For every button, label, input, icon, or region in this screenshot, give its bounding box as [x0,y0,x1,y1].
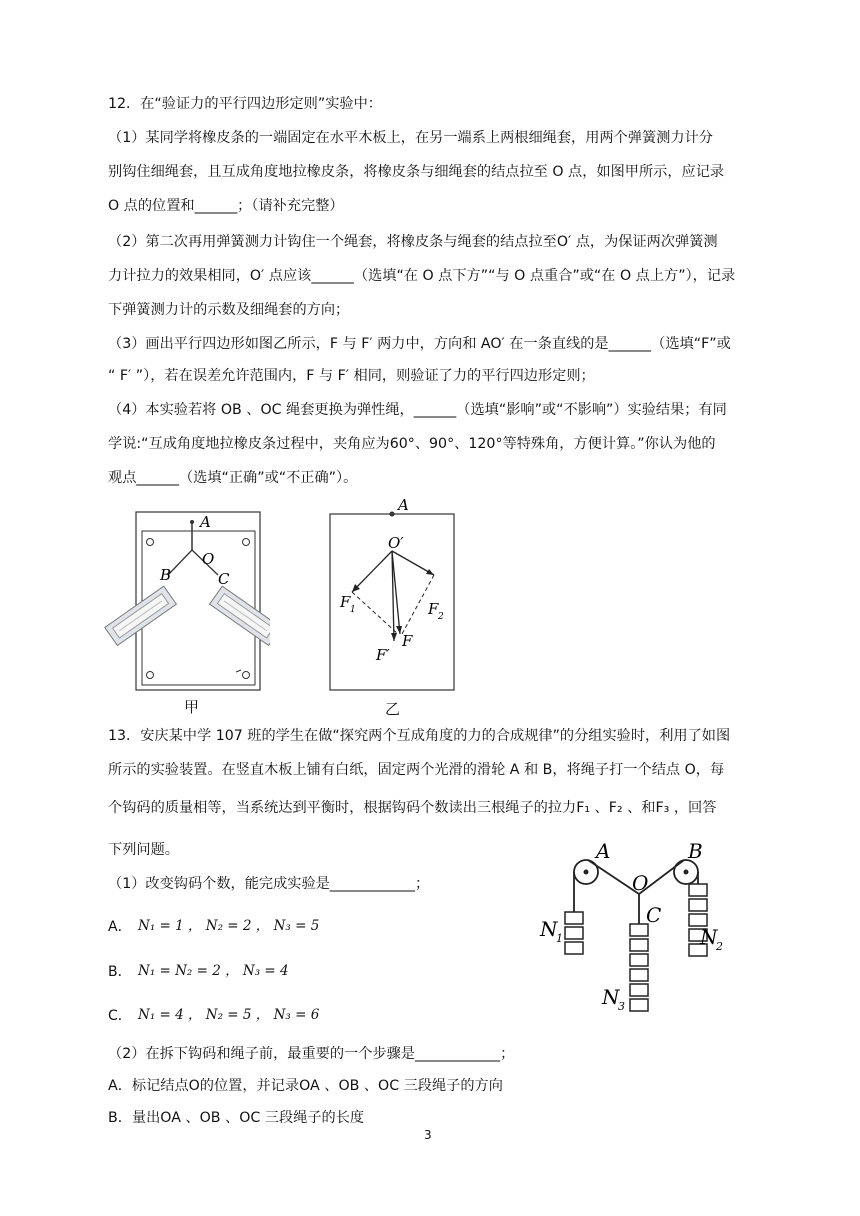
figure-yi-caption: 乙 [385,700,401,718]
force-f-label: F [402,632,413,650]
n2-subscript: 2 [716,940,723,953]
option-a-label: A． [108,919,132,935]
n1-label: N [540,917,558,941]
n3-subscript: 3 [618,1000,625,1013]
q12-part3-line2: “ F′ ”），若在误差允许范围内，F 与 F′ 相同，则验证了力的平行四边形定则； [108,368,595,384]
point-a-label: A [200,513,211,531]
figure-jia [100,500,270,700]
figure-jia-caption: 甲 [184,698,200,716]
n3-label: N [602,985,620,1009]
q12-part2-line3: 下弹簧测力计的示数及细绳套的方向； [108,302,350,318]
point-o-prime-label: O′ [388,534,404,552]
point-b-label: B [160,566,172,584]
force-f-prime-label: F′ [376,646,390,664]
force-f1-label: F [340,593,351,611]
q12-part2-line2: 力计拉力的效果相同，O′ 点应该______（选填“在 O 点下方”“与 O 点重合”或“在 O 点上方”），记录 [108,268,736,284]
q13-line2: 所示的实验装置。在竖直木板上铺有白纸，固定两个光滑的滑轮 A 和 B，将绳子打一个结点 O，每 [108,762,725,778]
point-o-label: O [202,550,215,568]
option-b-value: N₁ = N₂ = 2 ， N₃ = 4 [138,963,289,979]
page-number: 3 [424,1128,432,1142]
n1-subscript: 1 [556,932,563,945]
pulley-b-label: B [688,839,703,863]
q13-sub2-option-b: B．量出OA 、OB 、OC 三段绳子的长度 [108,1110,365,1126]
q12-part4-line1: （4）本实验若将 OB 、OC 绳套更换为弹性绳，______（选填“影响”或“不影响”）实验结果；有同 [108,402,727,418]
option-a-value: N₁ = 1 ， N₂ = 2 ， N₃ = 5 [138,918,320,934]
q12-part4-line3: 观点______（选填“正确”或“不正确”）。 [108,470,358,486]
q12-part1-line2: 别钩住细绳套，且互成角度地拉橡皮条，将橡皮条与细绳套的结点拉至 O 点，如图甲所示，应记录 [108,164,725,180]
q13-sub2: （2）在拆下钩码和绳子前，最重要的一个步骤是____________； [108,1046,515,1062]
q12-part4-line2: 学说:“互成角度地拉橡皮条过程中，夹角应为60°、90°、120°等特殊角，方便计算。”你认为他的 [108,436,716,452]
q12-part2-line1: （2）第二次再用弹簧测力计钩住一个绳套，将橡皮条与绳套的结点拉至O′ 点，为保证两次弹簧测 [108,234,718,250]
option-b-label: B． [108,964,132,980]
q12-part1-line1: （1）某同学将橡皮条的一端固定在水平木板上，在另一端系上两根细绳套，用两个弹簧测力计分 [108,130,713,146]
q13-sub1: （1）改变钩码个数，能完成实验是____________； [108,876,430,892]
n2-label: N [700,925,718,949]
pulley-a-label: A [596,839,611,863]
force-f1-subscript: 1 [350,605,356,615]
q12-title: 12．在“验证力的平行四边形定则”实验中： [108,96,382,112]
pulley-figure [536,834,736,1014]
knot-o-label: O [632,871,649,895]
option-c-label: C． [108,1008,132,1024]
point-a-label: A [398,496,409,514]
force-f2-label: F [428,600,439,618]
q12-part1-line3: O 点的位置和______；（请补充完整） [108,198,344,214]
q13-line3: 个钩码的质量相等，当系统达到平衡时，根据钩码个数读出三根绳子的拉力F₁ 、F₂ 、和F₃ ，回答 [108,800,717,816]
figure-yi [322,496,462,696]
point-c-label: C [646,903,662,927]
force-f2-subscript: 2 [438,612,444,622]
q13-line4: 下列问题。 [108,842,179,858]
q13-line1: 13．安庆某中学 107 班的学生在做“探究两个互成角度的力的合成规律”的分组实验时，利用了如图 [108,728,731,744]
point-c-label: C [218,570,230,588]
q13-sub2-option-a: A．标记结点O的位置，并记录OA 、OB 、OC 三段绳子的方向 [108,1078,503,1094]
option-c-value: N₁ = 4 ， N₂ = 5 ， N₃ = 6 [138,1007,320,1023]
q12-part3-line1: （3）画出平行四边形如图乙所示，F 与 F′ 两力中，方向和 AO′ 在一条直线的是______（选填“F”或 [108,336,731,352]
